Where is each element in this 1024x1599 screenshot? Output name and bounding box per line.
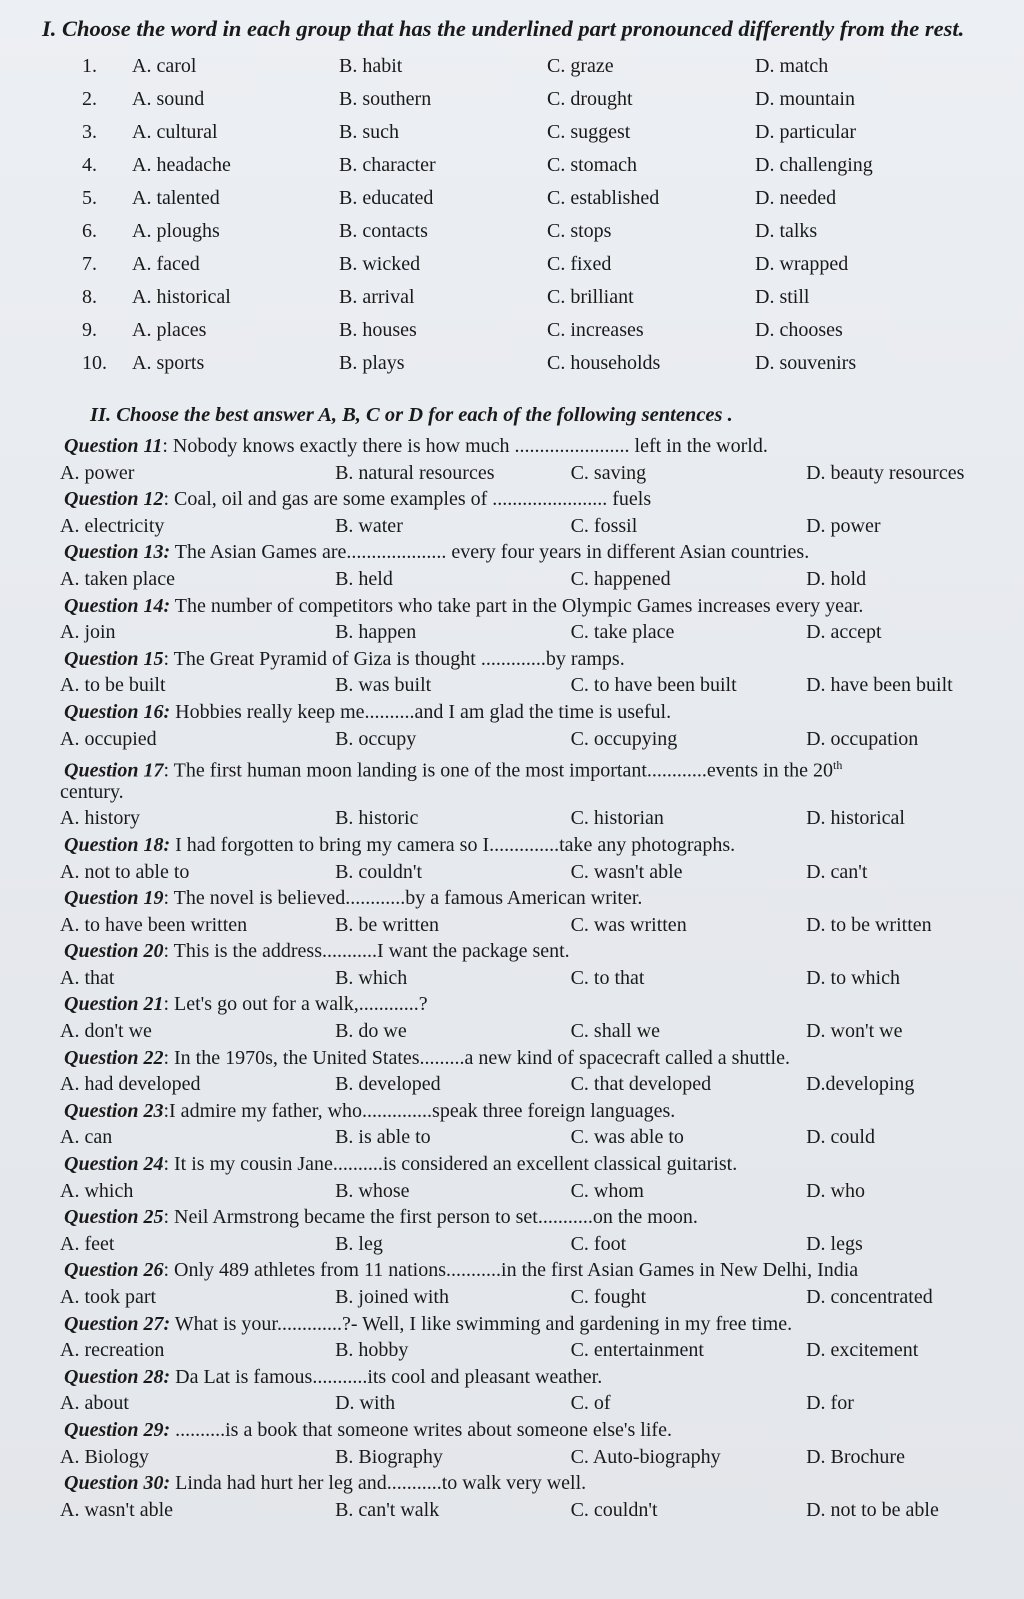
- answer-option: C. fought: [570, 1286, 647, 1308]
- answer-option: D. particular: [755, 121, 857, 143]
- answer-option: D. to which: [806, 966, 900, 989]
- question-label: Question 22: [64, 1046, 164, 1069]
- answer-option: D. wrapped: [755, 253, 849, 275]
- answer-option: C. couldn't: [570, 1498, 658, 1521]
- answer-option: C. fixed: [547, 253, 612, 275]
- answer-option: A. ploughs: [132, 220, 220, 242]
- answer-option: B. educated: [339, 187, 434, 209]
- answer-option: A. Biology: [60, 1445, 149, 1468]
- answer-option: A. feet: [60, 1232, 115, 1255]
- options-row: [60, 1124, 1004, 1151]
- question-row: [42, 248, 1004, 281]
- answer-option: D. talks: [755, 220, 818, 242]
- question-text: Hobbies really keep me..........and I am glad the time is useful.: [170, 700, 672, 723]
- answer-option: B. do we: [335, 1020, 407, 1043]
- options-row: [60, 1337, 1004, 1364]
- answer-option: C. households: [547, 352, 661, 374]
- answer-option: C. suggest: [547, 121, 631, 143]
- question-label: Question 27:: [64, 1312, 171, 1335]
- question-text: : Let's go out for a walk,............?: [163, 993, 428, 1016]
- answer-option: D. still: [755, 286, 810, 308]
- answer-option: B. habit: [339, 55, 403, 77]
- options-row: [60, 859, 1004, 886]
- answer-option: A. to be built: [60, 674, 166, 697]
- question-stem: [64, 539, 1004, 566]
- question-text: What is your.............?- Well, I like swimming and gardening in my free time.: [170, 1312, 793, 1335]
- question-text: : Only 489 athletes from 11 nations...........in the first Asian Games in New Delhi, India: [163, 1259, 859, 1282]
- answer-option: D. won't we: [806, 1020, 903, 1043]
- question-stem: [64, 1098, 1004, 1125]
- answer-option: D. can't: [806, 860, 868, 883]
- question-stem: [64, 991, 1004, 1018]
- question-stem: [64, 885, 1004, 912]
- answer-option: D. for: [806, 1392, 854, 1415]
- answer-option: C. established: [547, 187, 660, 209]
- answer-option: B. such: [339, 121, 399, 143]
- question-text: : The novel is believed............by a famous American writer.: [163, 887, 643, 910]
- question-row: [42, 149, 1004, 182]
- options-row: [60, 805, 1004, 832]
- answer-option: D. beauty resources: [806, 461, 965, 484]
- question-number: 1.: [82, 55, 97, 77]
- answer-option: A. not to able to: [60, 860, 190, 883]
- question-label: Question 30:: [64, 1472, 171, 1495]
- answer-option: A. electricity: [60, 514, 165, 537]
- question-label: Question 24: [64, 1153, 164, 1176]
- options-row: [60, 965, 1004, 992]
- question-stem: [64, 1204, 1004, 1231]
- answer-option: C. that developed: [570, 1073, 712, 1096]
- part1-list: [42, 50, 1004, 380]
- question-label: Question 17: [64, 759, 164, 782]
- answer-option: A. can: [60, 1126, 113, 1149]
- question-number: 4.: [82, 154, 97, 176]
- question-text: : Nobody knows exactly there is how much ....................... left in the world.: [162, 435, 768, 457]
- question-label: Question 25: [64, 1206, 164, 1229]
- answer-option: A. historical: [132, 286, 231, 308]
- question-text: : In the 1970s, the United States.........a new kind of spacecraft called a shuttle.: [163, 1046, 790, 1069]
- answer-option: A. to have been written: [60, 913, 248, 936]
- answer-option: B. character: [339, 154, 436, 176]
- answer-option: D. souvenirs: [755, 352, 857, 374]
- answer-option: D. challenging: [755, 154, 873, 176]
- question-number: 7.: [82, 253, 97, 275]
- answer-option: D. occupation: [806, 727, 919, 750]
- question-row: [42, 83, 1004, 116]
- question-label: Question 21: [64, 993, 164, 1016]
- answer-option: A. join: [60, 621, 116, 644]
- answer-option: A. occupied: [60, 727, 157, 750]
- question-text: : Coal, oil and gas are some examples of ....................... fuels: [163, 488, 652, 511]
- answer-option: B. historic: [335, 807, 419, 830]
- answer-option: A. that: [60, 966, 115, 989]
- question-stem: [64, 752, 1004, 782]
- options-row: [60, 1178, 1004, 1205]
- question-label: Question 29:: [64, 1418, 171, 1441]
- answer-option: D. with: [335, 1392, 396, 1415]
- answer-option: A. power: [60, 461, 135, 484]
- answer-option: C. entertainment: [570, 1339, 704, 1362]
- answer-option: B. developed: [335, 1073, 441, 1096]
- answer-option: B. plays: [339, 352, 405, 374]
- question-text: Da Lat is famous...........its cool and pleasant weather.: [170, 1365, 603, 1388]
- question-stem: [64, 433, 1004, 460]
- answer-option: C. Auto-biography: [570, 1445, 721, 1468]
- answer-option: A. wasn't able: [60, 1498, 174, 1521]
- question-text: The Asian Games are.................... every four years in different Asian countries.: [170, 541, 810, 564]
- answer-option: A. took part: [60, 1286, 157, 1308]
- question-stem: [64, 1364, 1004, 1391]
- options-row: [60, 672, 1004, 699]
- answer-option: C. shall we: [570, 1020, 661, 1043]
- answer-option: D. not to be able: [806, 1498, 939, 1521]
- question-stem: [64, 938, 1004, 965]
- question-label: Question 18:: [64, 833, 171, 856]
- answer-option: A. cultural: [132, 121, 218, 143]
- answer-option: B. southern: [339, 88, 432, 110]
- answer-option: C. wasn't able: [570, 860, 683, 883]
- answer-option: D. who: [806, 1179, 865, 1202]
- question-number: 2.: [82, 88, 97, 110]
- answer-option: A. carol: [132, 55, 197, 77]
- question-label: Question 20: [64, 940, 164, 963]
- question-text: ..........is a book that someone writes about someone else's life.: [170, 1418, 672, 1441]
- question-stem: [64, 832, 1004, 859]
- answer-option: C. to that: [570, 966, 645, 989]
- question-label: Question 15: [64, 647, 164, 670]
- answer-option: C. stomach: [547, 154, 637, 176]
- answer-option: C. brilliant: [547, 286, 634, 308]
- part2-list: [42, 433, 1004, 1523]
- answer-option: C. fossil: [570, 514, 638, 537]
- answer-option: C. to have been built: [570, 674, 737, 697]
- options-row: [60, 460, 1004, 487]
- question-stem: [64, 593, 1004, 620]
- question-text: The number of competitors who take part in the Olympic Games increases every year.: [170, 594, 864, 617]
- answer-option: A. taken place: [60, 567, 175, 590]
- answer-option: D. could: [806, 1126, 875, 1149]
- answer-option: A. recreation: [60, 1339, 165, 1362]
- answer-option: C. take place: [570, 621, 675, 644]
- options-row: [60, 513, 1004, 540]
- question-row: [42, 215, 1004, 248]
- answer-option: D. Brochure: [806, 1445, 905, 1468]
- answer-option: B. which: [335, 966, 408, 989]
- answer-option: B. wicked: [339, 253, 421, 275]
- question-stem: [64, 1257, 1004, 1284]
- answer-option: C. increases: [547, 319, 644, 341]
- question-number: 3.: [82, 121, 97, 143]
- answer-option: B. occupy: [335, 727, 417, 750]
- answer-option: D. excitement: [806, 1339, 919, 1362]
- options-row: [60, 1444, 1004, 1471]
- answer-option: B. houses: [339, 319, 417, 341]
- answer-option: C. was able to: [570, 1126, 684, 1149]
- question-label: Question 19: [64, 887, 164, 910]
- answer-option: B. can't walk: [335, 1498, 440, 1521]
- options-row: [60, 1071, 1004, 1098]
- question-label: Question 11: [64, 435, 163, 457]
- question-label: Question 23: [64, 1099, 164, 1122]
- question-text: : The Great Pyramid of Giza is thought .............by ramps.: [163, 647, 625, 670]
- question-text: : The first human moon landing is one of the most important............events in the 20: [163, 759, 834, 782]
- answer-option: B. hobby: [335, 1339, 409, 1362]
- question-stem: [64, 486, 1004, 513]
- answer-option: D. hold: [806, 567, 867, 590]
- answer-option: D. to be written: [806, 913, 932, 936]
- options-row: [60, 1390, 1004, 1417]
- question-stem: [64, 1045, 1004, 1072]
- question-stem: [64, 646, 1004, 673]
- answer-option: B. happen: [335, 621, 417, 644]
- answer-option: B. whose: [335, 1179, 410, 1202]
- question-number: 6.: [82, 220, 97, 242]
- answer-option: B. natural resources: [335, 461, 495, 484]
- answer-option: A. faced: [132, 253, 200, 275]
- answer-option: A. don't we: [60, 1020, 152, 1043]
- options-row: [60, 1018, 1004, 1045]
- question-text: : It is my cousin Jane..........is considered an excellent classical guitarist.: [163, 1153, 738, 1176]
- answer-option: B. Biography: [335, 1445, 443, 1468]
- answer-option: C. saving: [570, 461, 647, 484]
- question-text: : This is the address...........I want the package sent.: [163, 940, 570, 963]
- question-label: Question 16:: [64, 700, 171, 723]
- answer-option: A. about: [60, 1392, 129, 1415]
- answer-option: B. water: [335, 514, 403, 537]
- superscript: th: [833, 758, 843, 773]
- question-stem: [64, 1311, 1004, 1338]
- answer-option: B. couldn't: [335, 860, 423, 883]
- options-row: [60, 912, 1004, 939]
- options-row: [60, 1497, 1004, 1524]
- question-stem: [64, 1151, 1004, 1178]
- answer-option: D. concentrated: [806, 1286, 933, 1308]
- answer-option: D. accept: [806, 621, 882, 644]
- answer-option: D. mountain: [755, 88, 855, 110]
- answer-option: B. contacts: [339, 220, 428, 242]
- question-row: [42, 50, 1004, 83]
- question-stem: [64, 699, 1004, 726]
- answer-option: C. was written: [570, 913, 687, 936]
- answer-option: A. places: [132, 319, 207, 341]
- answer-option: D. have been built: [806, 674, 953, 697]
- answer-option: D. match: [755, 55, 829, 77]
- answer-option: D. power: [806, 514, 881, 537]
- answer-option: B. was built: [335, 674, 432, 697]
- options-row: [60, 566, 1004, 593]
- question-text-continued: century.: [60, 780, 124, 803]
- answer-option: A. sports: [132, 352, 205, 374]
- part1-title: I. Choose the word in each group that has the underlined part pronounced differently from the rest.: [42, 16, 965, 41]
- question-row: [42, 314, 1004, 347]
- options-row: [60, 1284, 1004, 1311]
- question-number: 5.: [82, 187, 97, 209]
- question-label: Question 14:: [64, 594, 171, 617]
- question-row: [42, 281, 1004, 314]
- answer-option: A. talented: [132, 187, 220, 209]
- answer-option: C. occupying: [570, 727, 678, 750]
- answer-option: D. needed: [755, 187, 837, 209]
- question-text: : Neil Armstrong became the first person to set...........on the moon.: [163, 1206, 698, 1229]
- answer-option: B. held: [335, 567, 393, 590]
- answer-option: B. is able to: [335, 1126, 431, 1149]
- answer-option: C. whom: [570, 1179, 644, 1202]
- answer-option: C. foot: [570, 1232, 627, 1255]
- question-text: Linda had hurt her leg and...........to walk very well.: [170, 1472, 587, 1495]
- answer-option: A. headache: [132, 154, 231, 176]
- part2-title: II. Choose the best answer A, B, C or D for each of the following sentences .: [90, 404, 733, 426]
- answer-option: C. of: [570, 1392, 611, 1415]
- answer-option: A. history: [60, 807, 140, 830]
- question-number: 10.: [82, 352, 107, 374]
- answer-option: D. historical: [806, 807, 905, 830]
- answer-option: B. arrival: [339, 286, 415, 308]
- answer-option: C. graze: [547, 55, 614, 77]
- question-label: Question 26: [64, 1259, 164, 1282]
- question-number: 9.: [82, 319, 97, 341]
- question-label: Question 28:: [64, 1365, 171, 1388]
- question-row: [42, 347, 1004, 380]
- options-row: [60, 1231, 1004, 1258]
- question-row: [42, 116, 1004, 149]
- answer-option: C. historian: [570, 807, 664, 830]
- answer-option: C. drought: [547, 88, 633, 110]
- answer-option: A. had developed: [60, 1073, 201, 1096]
- answer-option: B. be written: [335, 913, 439, 936]
- answer-option: B. joined with: [335, 1286, 449, 1308]
- question-text: :I admire my father, who..............speak three foreign languages.: [163, 1099, 676, 1122]
- answer-option: C. happened: [570, 567, 671, 590]
- answer-option: A. which: [60, 1179, 134, 1202]
- answer-option: A. sound: [132, 88, 205, 110]
- question-stem: [64, 1470, 1004, 1497]
- question-number: 8.: [82, 286, 97, 308]
- question-row: [42, 182, 1004, 215]
- answer-option: C. stops: [547, 220, 612, 242]
- question-label: Question 12: [64, 488, 164, 511]
- answer-option: D.developing: [806, 1073, 915, 1096]
- options-row: [60, 619, 1004, 646]
- answer-option: D. chooses: [755, 319, 843, 341]
- question-label: Question 13:: [64, 541, 171, 564]
- options-row: [60, 726, 1004, 753]
- question-stem: [64, 1417, 1004, 1444]
- answer-option: D. legs: [806, 1232, 863, 1255]
- question-text: I had forgotten to bring my camera so I..............take any photographs.: [170, 833, 736, 856]
- answer-option: B. leg: [335, 1232, 383, 1255]
